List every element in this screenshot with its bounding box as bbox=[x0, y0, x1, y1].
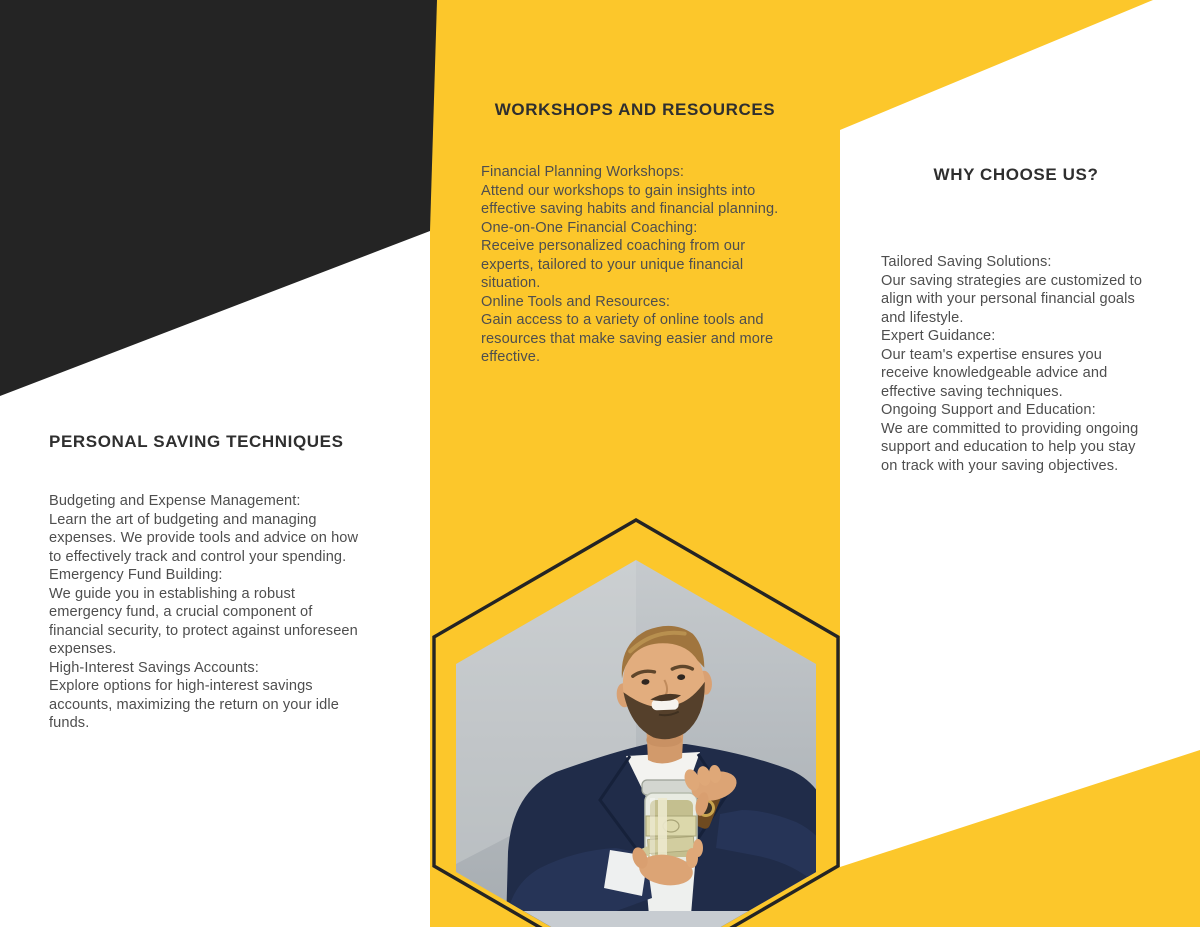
item-label: Emergency Fund Building: bbox=[49, 567, 223, 583]
item-text: Gain access to a variety of online tools and resources that make saving easier and more effective. bbox=[481, 312, 774, 365]
black-corner-shape bbox=[0, 0, 437, 396]
item-text: Our saving strategies are customized to align with your personal financial goals and lifestyle. bbox=[881, 272, 1143, 326]
content-item bbox=[49, 659, 367, 733]
middle-panel-body bbox=[481, 163, 785, 367]
item-text: We are committed to providing ongoing support and education to help you stay on track with your saving objectives. bbox=[881, 420, 1139, 474]
content-item bbox=[481, 219, 785, 293]
content-item bbox=[481, 293, 785, 367]
content-item bbox=[881, 253, 1149, 327]
item-label: Budgeting and Expense Management: bbox=[49, 493, 301, 509]
item-label: Online Tools and Resources: bbox=[481, 293, 671, 310]
item-label: Financial Planning Workshops: bbox=[481, 164, 684, 180]
bottomright-yellow-shape bbox=[840, 750, 1200, 927]
content-item bbox=[881, 327, 1149, 401]
content-item bbox=[881, 401, 1149, 475]
content-item bbox=[481, 163, 785, 219]
item-text: Receive personalized coaching from our experts, tailored to your unique financial situation. bbox=[481, 238, 746, 291]
item-text: Learn the art of budgeting and managing expenses. We provide tools and advice on how to effectively track and control your spending. bbox=[49, 511, 359, 565]
item-text: We guide you in establishing a robust emergency fund, a crucial component of financial security, to protect against unforeseen expenses. bbox=[49, 585, 358, 657]
item-label: Expert Guidance: bbox=[881, 328, 996, 344]
item-text: Our team's expertise ensures you receive knowledgeable advice and effective saving techniques. bbox=[881, 346, 1108, 400]
item-text: Attend our workshops to gain insights into effective saving habits and financial planning. bbox=[481, 182, 779, 217]
left-panel-body bbox=[49, 492, 367, 733]
right-panel-heading: WHY CHOOSE US? bbox=[933, 165, 1099, 184]
item-text: Explore options for high-interest savings accounts, maximizing the return on your idle funds. bbox=[49, 678, 339, 731]
item-label: High-Interest Savings Accounts: bbox=[49, 659, 259, 676]
content-item bbox=[49, 566, 367, 659]
item-label: Ongoing Support and Education: bbox=[881, 402, 1096, 418]
left-panel-heading: PERSONAL SAVING TECHNIQUES bbox=[49, 432, 344, 451]
content-item bbox=[49, 492, 367, 566]
right-panel-body bbox=[881, 253, 1149, 475]
item-label: Tailored Saving Solutions: bbox=[881, 254, 1052, 270]
item-label: One-on-One Financial Coaching: bbox=[481, 219, 698, 236]
middle-panel-heading: WORKSHOPS AND RESOURCES bbox=[494, 100, 776, 119]
